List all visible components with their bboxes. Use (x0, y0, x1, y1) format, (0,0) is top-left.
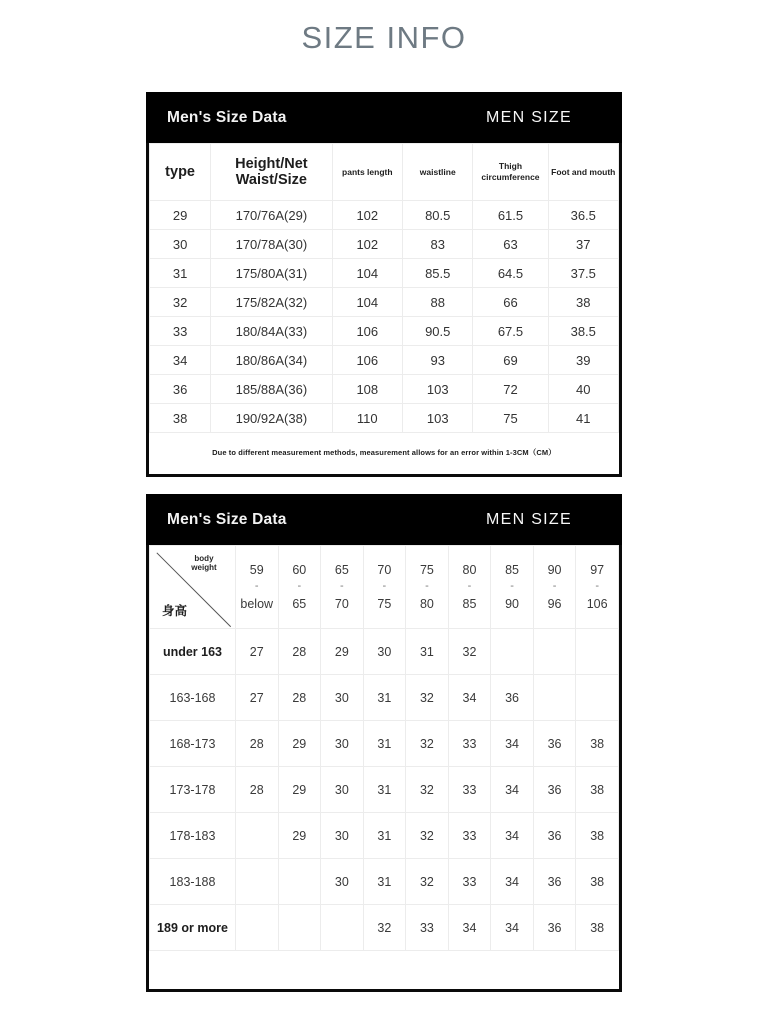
table-cell: 30 (321, 767, 364, 813)
table-row (150, 767, 619, 813)
table-cell: 32 (150, 288, 211, 317)
block-one-title: Men's Size Data (167, 108, 287, 126)
table-cell: 28 (235, 767, 278, 813)
table-cell: 33 (406, 905, 449, 951)
table-cell (533, 675, 576, 721)
weight-range-header (363, 546, 406, 629)
table-cell: 61.5 (473, 201, 548, 230)
table-cell: 32 (448, 629, 491, 675)
col-header-waistline: waistline (403, 144, 473, 201)
table-cell: 175/80A(31) (211, 259, 332, 288)
table-cell: 40 (548, 375, 618, 404)
table-one-body (150, 144, 619, 433)
table-cell: 31 (150, 259, 211, 288)
table-cell: 28 (278, 629, 321, 675)
table-cell: 170/78A(30) (211, 230, 332, 259)
weight-range-header (278, 546, 321, 629)
weight-range-top: 75 (419, 562, 434, 577)
weight-range-dash: - (254, 580, 259, 593)
col-header-type: type (150, 144, 211, 201)
table-cell: 38.5 (548, 317, 618, 346)
table-cell: 33 (448, 721, 491, 767)
height-weight-size-table (149, 545, 619, 951)
weight-range-dash: - (297, 580, 302, 593)
table-row (150, 629, 619, 675)
table-cell (491, 629, 534, 675)
table-cell: 29 (278, 767, 321, 813)
table-cell (533, 629, 576, 675)
table-cell: 31 (363, 721, 406, 767)
height-range-label: 173-178 (150, 767, 236, 813)
weight-range-dash: - (595, 580, 599, 593)
block-two-title: Men's Size Data (167, 510, 287, 528)
table-cell: 31 (363, 813, 406, 859)
weight-range-top: 97 (590, 562, 605, 577)
mens-size-data-block-one (146, 92, 622, 477)
block-one-body (146, 143, 622, 477)
mens-size-data-block-two (146, 494, 622, 992)
height-range-label: 178-183 (150, 813, 236, 859)
table-cell: 36 (533, 721, 576, 767)
table-cell: 31 (363, 675, 406, 721)
table-cell: 80.5 (403, 201, 473, 230)
table-row (150, 905, 619, 951)
mens-size-table (149, 143, 619, 433)
col-header-thigh-circumference: Thigh circumference (473, 144, 548, 201)
table-cell: 36 (533, 767, 576, 813)
weight-range-bottom: 96 (547, 596, 562, 611)
table-cell: 29 (150, 201, 211, 230)
table-cell: 34 (491, 905, 534, 951)
weight-range-bottom: 65 (292, 596, 307, 611)
table-cell: 32 (406, 859, 449, 905)
table-row (150, 259, 619, 288)
table-cell: 38 (548, 288, 618, 317)
table-row (150, 317, 619, 346)
table-cell: 185/88A(36) (211, 375, 332, 404)
table-cell: 106 (332, 346, 402, 375)
height-range-label: 189 or more (150, 905, 236, 951)
table-cell (278, 859, 321, 905)
table-row (150, 230, 619, 259)
table-cell: 38 (150, 404, 211, 433)
weight-range-dash: - (552, 580, 557, 593)
table-cell: 36 (150, 375, 211, 404)
table-cell: 83 (403, 230, 473, 259)
table-cell: 30 (321, 813, 364, 859)
table-row (150, 404, 619, 433)
table-two-header-row (150, 546, 619, 629)
table-cell: 31 (406, 629, 449, 675)
weight-range-dash: - (425, 580, 429, 593)
weight-axis-label: body weight (191, 554, 217, 573)
table-cell: 33 (448, 767, 491, 813)
table-cell: 30 (321, 721, 364, 767)
table-row (150, 201, 619, 230)
table-row (150, 675, 619, 721)
table-cell: 90.5 (403, 317, 473, 346)
weight-range-dash: - (382, 580, 387, 593)
table-cell: 41 (548, 404, 618, 433)
table-cell: 38 (576, 813, 619, 859)
table-cell: 103 (403, 404, 473, 433)
weight-range-top: 60 (292, 562, 307, 577)
measurement-footnote: Due to different measurement methods, measurement allows for an error within 1-3CM（CM） (212, 448, 556, 457)
table-cell: 32 (406, 721, 449, 767)
table-cell: 64.5 (473, 259, 548, 288)
weight-range-header (533, 546, 576, 629)
weight-range-bottom: 75 (377, 596, 392, 611)
height-range-label: 163-168 (150, 675, 236, 721)
table-cell: 180/86A(34) (211, 346, 332, 375)
weight-range-header (448, 546, 491, 629)
table-cell: 33 (150, 317, 211, 346)
table-one-header-row (150, 144, 619, 201)
table-cell: 72 (473, 375, 548, 404)
table-row (150, 346, 619, 375)
height-range-label: 183-188 (150, 859, 236, 905)
table-cell: 36 (533, 859, 576, 905)
table-cell: 69 (473, 346, 548, 375)
weight-range-top: 70 (377, 562, 392, 577)
weight-range-header (576, 546, 619, 629)
weight-range-header (321, 546, 364, 629)
table-row (150, 288, 619, 317)
table-cell: 180/84A(33) (211, 317, 332, 346)
weight-range-top: 65 (334, 562, 349, 577)
table-cell: 32 (406, 813, 449, 859)
table-cell: 33 (448, 813, 491, 859)
table-cell: 34 (150, 346, 211, 375)
table-cell: 30 (150, 230, 211, 259)
weight-range-bottom: 106 (586, 596, 608, 611)
table-cell: 30 (363, 629, 406, 675)
weight-range-bottom: 85 (462, 596, 477, 611)
weight-range-bottom: 90 (505, 596, 519, 611)
table-cell: 34 (448, 675, 491, 721)
block-two-header-bar (146, 494, 622, 545)
weight-range-bottom: below (240, 596, 274, 611)
weight-range-dash: - (467, 580, 472, 593)
table-cell (235, 905, 278, 951)
table-cell (278, 905, 321, 951)
table-cell: 108 (332, 375, 402, 404)
table-cell: 30 (321, 859, 364, 905)
table-cell (321, 905, 364, 951)
table-cell: 37.5 (548, 259, 618, 288)
table-cell: 29 (278, 813, 321, 859)
weight-range-header (406, 546, 449, 629)
weight-range-header (235, 546, 278, 629)
table-cell: 102 (332, 201, 402, 230)
table-cell: 37 (548, 230, 618, 259)
table-cell: 103 (403, 375, 473, 404)
weight-range-top: 59 (249, 562, 264, 577)
weight-range-bottom: 70 (334, 596, 349, 611)
table-cell: 38 (576, 721, 619, 767)
height-axis-label: 身高 (162, 604, 188, 618)
table-cell: 170/76A(29) (211, 201, 332, 230)
table-cell: 93 (403, 346, 473, 375)
table-row (150, 813, 619, 859)
table-cell: 31 (363, 767, 406, 813)
table-cell: 34 (491, 859, 534, 905)
table-cell: 32 (363, 905, 406, 951)
block-one-men-size-label: MEN SIZE (486, 108, 572, 126)
col-header-foot-and-mouth: Foot and mouth (548, 144, 618, 201)
table-cell: 36 (533, 905, 576, 951)
table-cell: 34 (448, 905, 491, 951)
table-two-body (150, 546, 619, 951)
table-cell: 27 (235, 629, 278, 675)
height-range-label: 168-173 (150, 721, 236, 767)
weight-range-top: 90 (547, 562, 562, 577)
weight-range-top: 80 (462, 562, 477, 577)
axis-corner-cell (150, 546, 236, 629)
table-cell: 190/92A(38) (211, 404, 332, 433)
table-cell: 36 (491, 675, 534, 721)
table-row (150, 375, 619, 404)
weight-range-dash: - (510, 580, 514, 593)
table-cell: 33 (448, 859, 491, 905)
table-row (150, 859, 619, 905)
table-cell: 106 (332, 317, 402, 346)
table-cell: 34 (491, 721, 534, 767)
table-cell: 110 (332, 404, 402, 433)
table-cell: 63 (473, 230, 548, 259)
table-cell (576, 629, 619, 675)
table-cell: 88 (403, 288, 473, 317)
block-one-header-bar (146, 92, 622, 143)
table-cell: 85.5 (403, 259, 473, 288)
block-two-body (146, 545, 622, 992)
weight-range-top: 85 (505, 562, 519, 577)
table-cell: 29 (321, 629, 364, 675)
table-cell: 102 (332, 230, 402, 259)
table-cell (576, 675, 619, 721)
table-cell: 38 (576, 767, 619, 813)
table-cell: 66 (473, 288, 548, 317)
table-cell (235, 813, 278, 859)
table-row (150, 721, 619, 767)
col-header-pants-length: pants length (332, 144, 402, 201)
col-header-height-waist-size: Height/Net Waist/Size (211, 144, 332, 201)
table-two-bottom-space (149, 951, 619, 989)
table-cell: 175/82A(32) (211, 288, 332, 317)
table-cell: 38 (576, 859, 619, 905)
table-cell: 36.5 (548, 201, 618, 230)
table-cell: 31 (363, 859, 406, 905)
table-cell: 34 (491, 813, 534, 859)
table-cell: 36 (533, 813, 576, 859)
table-cell: 28 (278, 675, 321, 721)
weight-range-dash: - (340, 580, 344, 593)
table-cell (235, 859, 278, 905)
table-cell: 28 (235, 721, 278, 767)
table-cell: 32 (406, 675, 449, 721)
table-cell: 30 (321, 675, 364, 721)
table-cell: 38 (576, 905, 619, 951)
table-cell: 27 (235, 675, 278, 721)
table-cell: 32 (406, 767, 449, 813)
table-cell: 67.5 (473, 317, 548, 346)
weight-range-header (491, 546, 534, 629)
block-two-men-size-label: MEN SIZE (486, 510, 572, 528)
table-cell: 104 (332, 259, 402, 288)
table-cell: 39 (548, 346, 618, 375)
table-cell: 34 (491, 767, 534, 813)
height-range-label: under 163 (150, 629, 236, 675)
table-cell: 104 (332, 288, 402, 317)
table-cell: 29 (278, 721, 321, 767)
page-title: SIZE INFO (301, 20, 467, 55)
table-cell: 75 (473, 404, 548, 433)
weight-range-bottom: 80 (419, 596, 434, 611)
